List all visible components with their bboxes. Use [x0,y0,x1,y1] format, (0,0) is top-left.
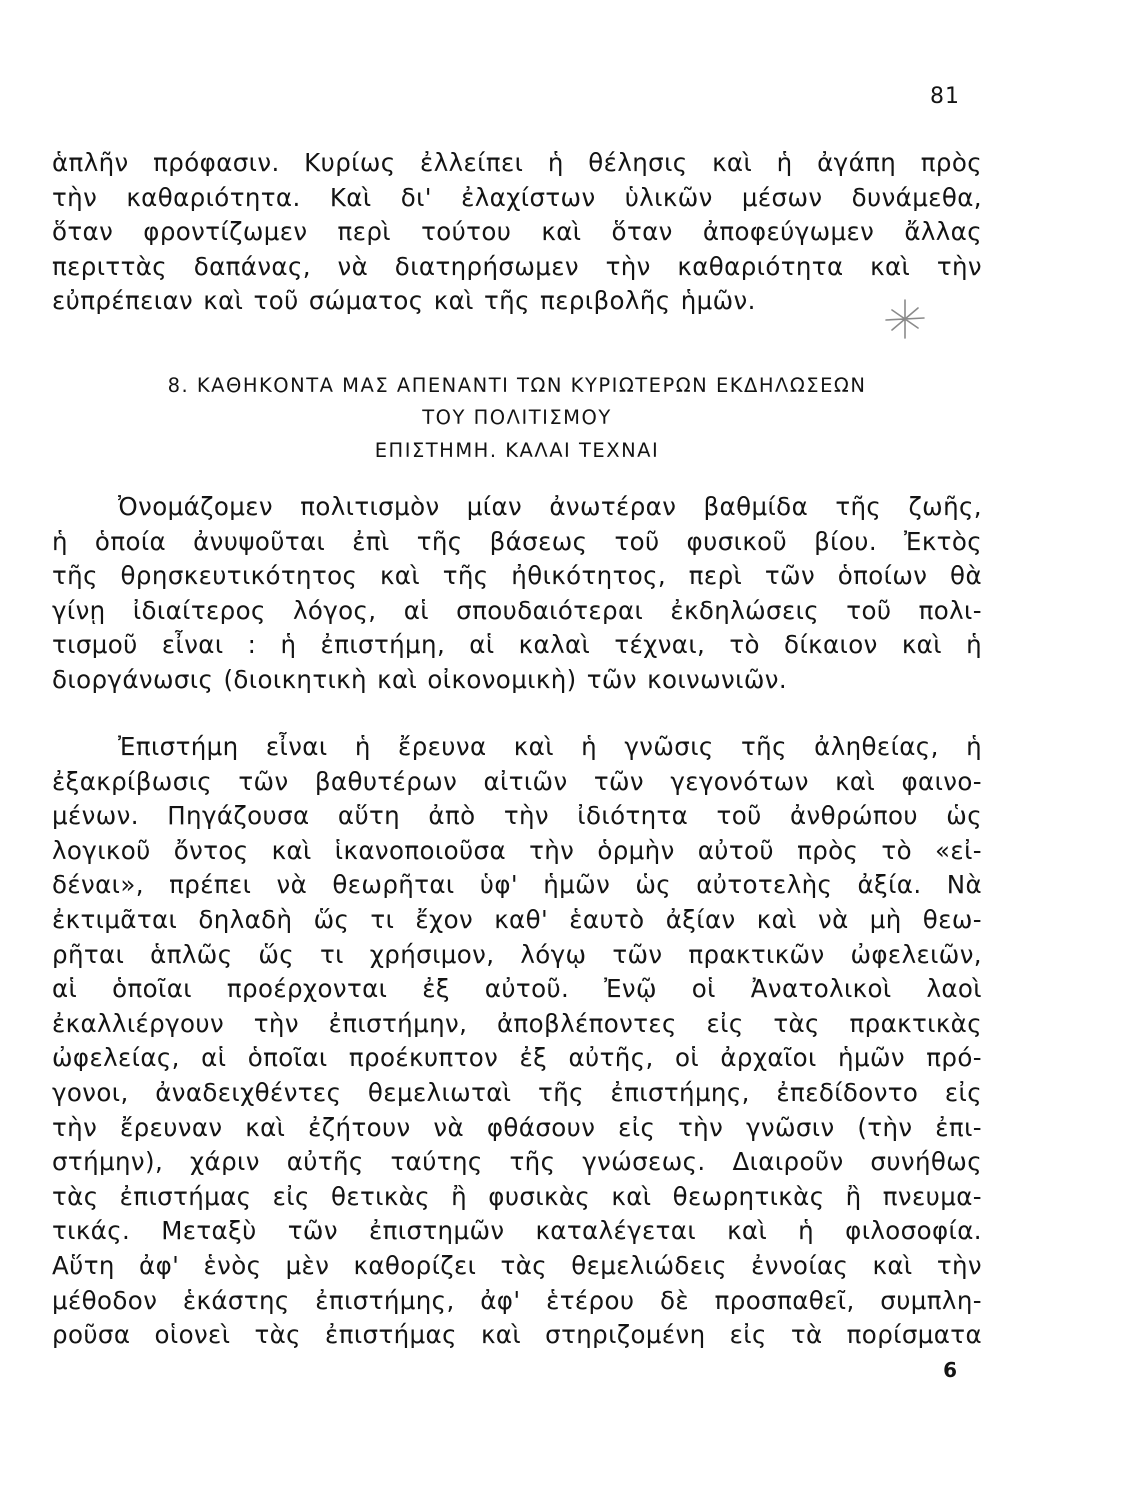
paragraph-civilization [52,490,982,698]
paragraph-cleanliness [52,146,982,319]
section-heading-line-2: ΤΟΥ ΠΟΛΙΤΙΣΜΟΥ [422,406,612,429]
text-line: δέναι», πρέπει νὰ θεωρῆται ὑφ' ἡμῶν ὡς αὐτοτελὴς ἀξία. Νὰ [52,870,982,900]
asterisk-pencil-mark-icon [880,294,930,344]
text-line: ὅταν φροντίζωμεν περὶ τούτου καὶ ὅταν ἀποφεύγωμεν ἄλλας [52,217,982,247]
text-line: μέθοδον ἑκάστης ἐπιστήμης, ἀφ' ἑτέρου δὲ προσπαθεῖ, συμπλη- [52,1285,982,1315]
text-line: τὰς ἐπιστήμας εἰς θετικὰς ἢ φυσικὰς καὶ θεωρητικὰς ἢ πνευμα- [52,1181,982,1211]
text-line: γίνῃ ἰδιαίτερος λόγος, αἱ σπουδαιότεραι ἐκδηλώσεις τοῦ πολι- [52,595,982,625]
text-line: λογικοῦ ὄντος καὶ ἱκανοποιοῦσα τὴν ὁρμὴν αὐτοῦ πρὸς τὸ «εἰ- [52,835,982,865]
text-line: Ἐπιστήμη εἶναι ἡ ἔρευνα καὶ ἡ γνῶσις τῆς ἀληθείας, ἡ [118,732,982,761]
text-line: τισμοῦ εἶναι : ἡ ἐπιστήμη, αἱ καλαὶ τέχναι, τὸ δίκαιον καὶ ἡ [52,630,982,660]
text-line: ρῆται ἁπλῶς ὥς τι χρήσιμον, λόγῳ τῶν πρακτικῶν ὠφελειῶν, [52,939,982,969]
text-line: εὐπρέπειαν καὶ τοῦ σώματος καὶ τῆς περιβολῆς ἡμῶν. [52,286,756,316]
text-line: διοργάνωσις (διοικητικὴ καὶ οἰκονομικὴ) τῶν κοινωνιῶν. [52,664,788,694]
section-heading-line-1: 8. ΚΑΘΗΚΟΝΤΑ ΜΑΣ ΑΠΕΝΑΝΤΙ ΤΩΝ ΚΥΡΙΩΤΕΡΩΝ ΕΚΔΗΛΩΣΕΩΝ [167,374,867,397]
text-line: Αὕτη ἀφ' ἑνὸς μὲν καθορίζει τὰς θεμελιώδεις ἐννοίας καὶ τὴν [52,1250,982,1280]
paragraph-science [52,730,982,1353]
text-line: ἐξακρίβωσις τῶν βαθυτέρων αἰτιῶν τῶν γεγονότων καὶ φαινο- [52,766,982,796]
text-line: Ὀνομάζομεν πολιτισμὸν μίαν ἀνωτέραν βαθμίδα τῆς ζωῆς, [118,492,982,521]
text-line: τὴν ἔρευναν καὶ ἐζήτουν νὰ φθάσουν εἰς τὴν γνῶσιν (τὴν ἐπι- [52,1112,982,1142]
text-line: αἱ ὁποῖαι προέρχονται ἐξ αὐτοῦ. Ἐνῷ οἱ Ἀνατολικοὶ λαοὶ [52,974,982,1004]
text-line: ροῦσα οἱονεὶ τὰς ἐπιστήμας καὶ στηριζομένη εἰς τὰ πορίσματα [52,1320,982,1350]
signature-mark: 6 [943,1358,957,1382]
text-line: ἐκτιμᾶται δηλαδὴ ὥς τι ἔχον καθ' ἑαυτὸ ἀξίαν καὶ νὰ μὴ θεω- [52,904,982,934]
text-line: τὴν καθαριότητα. Καὶ δι' ἐλαχίστων ὑλικῶν μέσων δυνάμεθα, [52,182,982,212]
text-line: ὠφελείας, αἱ ὁποῖαι προέκυπτον ἐξ αὐτῆς, οἱ ἀρχαῖοι ἡμῶν πρό- [52,1043,982,1073]
text-line: μένων. Πηγάζουσα αὕτη ἀπὸ τὴν ἰδιότητα τοῦ ἀνθρώπου ὡς [52,801,982,831]
section-subheading: ΕΠΙΣΤΗΜΗ. ΚΑΛΑΙ ΤΕΧΝΑΙ [374,439,660,462]
text-line: ἁπλῆν πρόφασιν. Κυρίως ἐλλείπει ἡ θέλησις καὶ ἡ ἀγάπη πρὸς [52,148,982,177]
text-line: γονοι, ἀναδειχθέντες θεμελιωταὶ τῆς ἐπιστήμης, ἐπεδίδοντο εἰς [52,1077,982,1107]
page-number: 81 [930,84,960,109]
text-line: περιττὰς δαπάνας, νὰ διατηρήσωμεν τὴν καθαριότητα καὶ τὴν [52,251,982,281]
text-line: ἐκαλλιέργουν τὴν ἐπιστήμην, ἀποβλέποντες εἰς τὰς πρακτικὰς [52,1008,982,1038]
text-line: ἡ ὁποία ἀνυψοῦται ἐπὶ τῆς βάσεως τοῦ φυσικοῦ βίου. Ἐκτὸς [52,526,982,556]
text-line: τικάς. Μεταξὺ τῶν ἐπιστημῶν καταλέγεται καὶ ἡ φιλοσοφία. [52,1216,982,1246]
text-line: τῆς θρησκευτικότητος καὶ τῆς ἠθικότητος, περὶ τῶν ὁποίων θὰ [52,561,982,591]
text-line: στήμην), χάριν αὐτῆς ταύτης τῆς γνώσεως. Διαιροῦν συνήθως [52,1147,982,1177]
